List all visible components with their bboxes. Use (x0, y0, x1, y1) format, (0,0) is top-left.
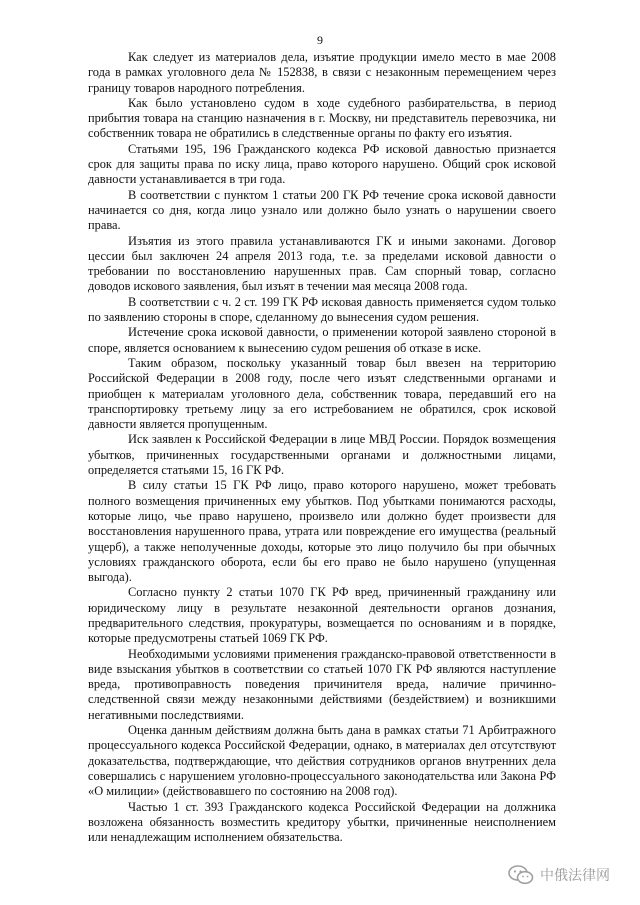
watermark (508, 865, 610, 885)
paragraph: Согласно пункту 2 статьи 1070 ГК РФ вред, причиненный гражданину или юридическому лицу в результате незаконной деятельности органов дознания, предварительного следствия, прокуратуры, возмещается по основаниям и в порядке, которые предусмотрены статьей 1069 ГК РФ. (88, 585, 556, 646)
paragraph: Иск заявлен к Российской Федерации в лице МВД России. Порядок возмещения убытков, причиненных государственными органами и должностными лицами, определяется статьями 15, 16 ГК РФ. (88, 432, 556, 478)
paragraph: Статьями 195, 196 Гражданского кодекса РФ исковой давностью признается срок для защиты права по иску лица, право которого нарушено. Общий срок исковой давности устанавливается в три года. (88, 141, 556, 187)
paragraph: Как было установлено судом в ходе судебного разбирательства, в период прибытия товара на станцию назначения в г. Москву, ни представитель перевозчика, ни собственник товара не обратились в следственные органы по факту его изъятия. (88, 95, 556, 141)
paragraph: Таким образом, поскольку указанный товар был ввезен на территорию Российской Федерации в 2008 году, после чего изъят следственными органами и приобщен к материалам уголовного дела, собственник товара, передавший его на транспортировку третьему лицу за его истребованием не обратился, срок исковой давности является пропущенным. (88, 355, 556, 432)
paragraph: Как следует из материалов дела, изъятие продукции имело место в мае 2008 года в рамках уголовного дела № 152838, в связи с незаконным перемещением через границу товаров народного потребления. (88, 50, 556, 95)
paragraph: Истечение срока исковой давности, о применении которой заявлено стороной в споре, является основанием к вынесению судом решения об отказе в иске. (88, 325, 556, 355)
paragraph: Изъятия из этого правила устанавливаются ГК и иными законами. Договор цессии был заключен 24 апреля 2013 года, т.е. за пределами исковой давности о требовании по восстановлению нарушенных прав. Сам спорный товар, согласно доводов искового заявления, был изъят в течении мая месяца 2008 года. (88, 233, 556, 294)
document-body (88, 50, 556, 845)
paragraph: Частью 1 ст. 393 Гражданского кодекса Российской Федерации на должника возложена обязанность возместить кредитору убытки, причиненные неисполнением или ненадлежащим исполнением обязательства. (88, 799, 556, 845)
paragraph: В соответствии с пунктом 1 статьи 200 ГК РФ течение срока исковой давности начинается со дня, когда лицо узнало или должно было узнать о нарушении своего права. (88, 187, 556, 233)
paragraph: В соответствии с ч. 2 ст. 199 ГК РФ исковая давность применяется судом только по заявлению стороны в споре, сделанному до вынесения судом решения. (88, 294, 556, 325)
page-number: 9 (317, 33, 323, 47)
watermark-text: 中俄法律网 (540, 868, 610, 884)
paragraph: Оценка данным действиям должна быть дана в рамках статьи 71 Арбитражного процессуального кодекса Российской Федерации, однако, в материалах дел отсутствуют доказательства, подтверждающие, что действия сотрудников органов внутренних дела совершались с нарушением уголовно-процессуального законодательства или Закона РФ «О милиции» (действовавшего по состоянию на 2008 год). (88, 723, 556, 799)
paragraph: В силу статьи 15 ГК РФ лицо, право которого нарушено, может требовать полного возмещения причиненных ему убытков. Под убытками понимаются расходы, которые лицо, чье право нарушено, произвело или должно будет произвести для восстановления нарушенного права, утрата или повреждение его имущества (реальный ущерб), а также неполученные доходы, которые это лицо получило бы при обычных условиях гражданского оборота, если бы его право не было нарушено (упущенная выгода). (88, 478, 556, 585)
wechat-icon (508, 865, 534, 885)
paragraph: Необходимыми условиями применения гражданско-правовой ответственности в виде взыскания убытков в соответствии со статьей 1070 ГК РФ являются наступление вреда, противоправность поведения причинителя вреда, наличие причинно-следственной связи между незаконными действиями (бездействием) и возникшими негативными последствиями. (88, 646, 556, 722)
